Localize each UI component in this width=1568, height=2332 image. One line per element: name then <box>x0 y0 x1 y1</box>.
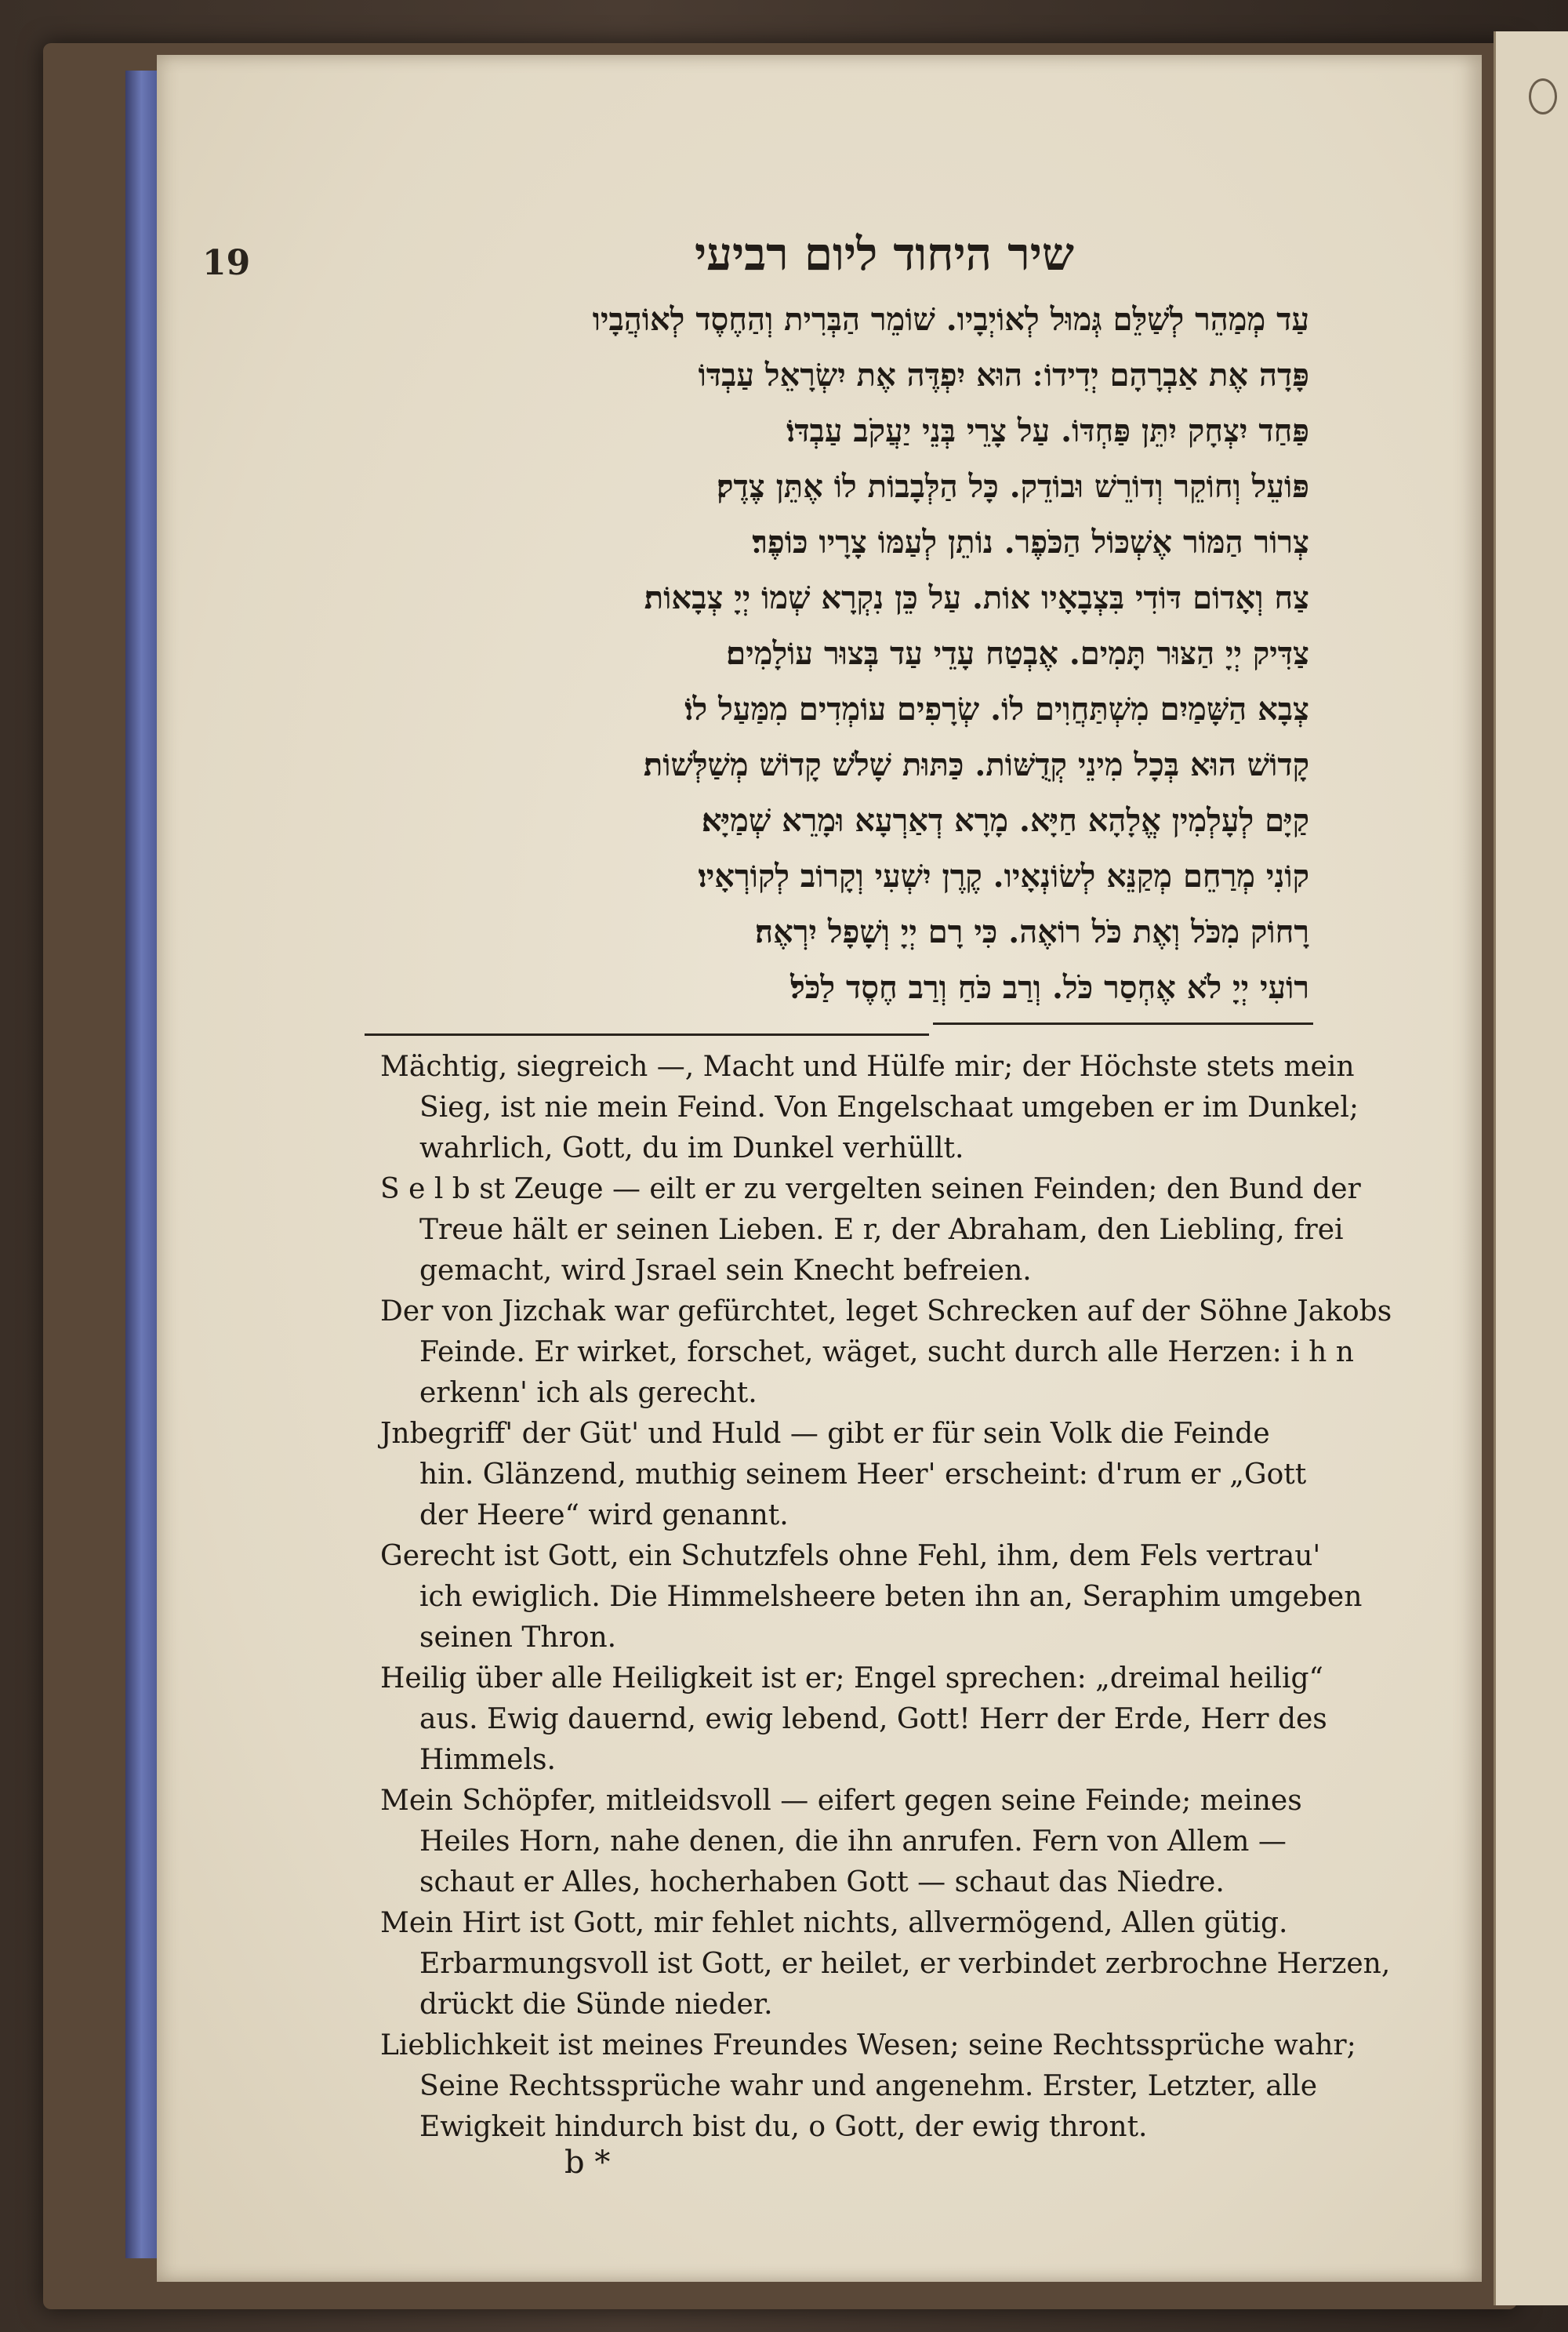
translation-paragraph <box>380 1169 1399 1291</box>
hebrew-line: צַדִּיק יְיָ הַצּוּר תָּמִים. אֶבְטַח עָדֵי עַד בְּצוּר עוֹלָמִים׃ <box>726 635 1309 672</box>
translation-line: wahrlich, Gott, du im Dunkel verhüllt. <box>419 1132 964 1164</box>
translation-paragraph <box>380 1414 1399 1536</box>
translation-line: Mein Schöpfer, mitleidsvoll — eifert gegen seine Feinde; meines <box>380 1785 1302 1817</box>
translation-line: Jnbegriff' der Güt' und Huld — gibt er für sein Volk die Feinde <box>380 1418 1270 1450</box>
hebrew-line: צַח וְאָדוֹם דּוֹדִי בִּצְבָאָיו אוֹת. עַל כֵּן נִקְרָא שְׁמוֹ יְיָ צְבָאוֹת׃ <box>644 579 1309 616</box>
translation-paragraph <box>380 1658 1399 1781</box>
translation-paragraph <box>380 1781 1399 1903</box>
running-head: שיר היחוד ליום רביעי <box>694 227 1074 281</box>
translation-paragraph <box>380 1291 1399 1414</box>
translation-line: der Heere“ wird genannt. <box>419 1499 789 1531</box>
translation-paragraph <box>380 1903 1399 2025</box>
german-translation <box>380 1047 1399 2148</box>
translation-line: ich ewiglich. Die Himmelsheere beten ihn an, Seraphim umgeben <box>419 1581 1363 1613</box>
translation-line: Feinde. Er wirket, forschet, wäget, sucht durch alle Herzen: i h n <box>419 1336 1354 1368</box>
translation-line: Der von Jizchak war gefürchtet, leget Schrecken auf der Söhne Jakobs <box>380 1295 1392 1328</box>
hebrew-line: צְבָא הַשָּׁמַיִם מִשְׁתַּחֲוִים לוֹ. שְׂרָפִים עוֹמְדִים מִמַּעַל לוֹ׃ <box>684 691 1309 728</box>
translation-line: Ewigkeit hindurch bist du, o Gott, der ewig thront. <box>419 2111 1148 2143</box>
hebrew-line: רָחוֹק מִכֹּל וְאֶת כֹּל רוֹאֶה. כִּי רָם יְיָ וְשָׁפָל יִרְאֶה׃ <box>755 914 1309 950</box>
translation-line: Mein Hirt ist Gott, mir fehlet nichts, allvermögend, Allen gütig. <box>380 1907 1288 1939</box>
hebrew-poem <box>423 292 1309 1015</box>
hebrew-line: קָדוֹשׁ הוּא בְּכָל מִינֵי קְדֻשּׁוֹת. כַּתּוּת שָׁלֹשׁ קָדוֹשׁ מְשַׁלְּשׁוֹת׃ <box>643 746 1309 783</box>
translation-line: Gerecht ist Gott, ein Schutzfels ohne Fehl, ihm, dem Fels vertrau' <box>380 1540 1321 1572</box>
translation-line: Himmels. <box>419 1744 556 1776</box>
hebrew-line: פָּדָה אֶת אַבְרָהָם יְדִידוֹ ׃ הוּא יִפְדֶּה אֶת יִשְׂרָאֵל עַבְדּוֹ <box>698 357 1309 394</box>
hebrew-line: פַּחַד יִצְחָק יִתֵּן פַּחְדּוֹ. עַל צָרֵי בְּנֵי יַעֲקֹב עַבְדּוֹ׃ <box>786 412 1309 449</box>
translation-line: Seine Rechtssprüche wahr und angenehm. Erster, Letzter, alle <box>419 2070 1318 2102</box>
translation-line: drückt die Sünde nieder. <box>419 1989 773 2021</box>
hebrew-line: פּוֹעֵל וְחוֹקֵר וְדוֹרֵשׁ וּבוֹדֵק. כָּל הַלְּבָבוֹת לוֹ אֶתֵּן צֶדֶק׃ <box>717 468 1309 505</box>
translation-line: seinen Thron. <box>419 1622 617 1654</box>
translation-line: S e l b st Zeuge — eilt er zu vergelten seinen Feinden; den Bund der <box>380 1173 1361 1205</box>
translation-line: Heilig über alle Heiligkeit ist er; Engel sprechen: „dreimal heilig“ <box>380 1662 1323 1695</box>
signature-mark: b * <box>564 2145 611 2181</box>
facing-page-edge <box>1494 31 1568 2305</box>
translation-line: Treue hält er seinen Lieben. E r, der Abraham, den Liebling, frei <box>419 1214 1344 1246</box>
ink-mark-icon <box>1529 78 1557 114</box>
hebrew-line: צְרוֹר הַמּוֹר אֶשְׁכּוֹל הַכֹּפֶר. נוֹתֵן לְעַמּוֹ צָרָיו כּוֹפֶר׃ <box>752 524 1309 561</box>
translation-paragraph <box>380 2025 1399 2148</box>
translation-line: Erbarmungsvoll ist Gott, er heilet, er verbindet zerbrochne Herzen, <box>419 1948 1391 1980</box>
blue-spine-band <box>125 71 161 2258</box>
hebrew-line: רוֹעִי יְיָ לֹא אֶחְסַר כֹּל. וְרַב כֹּחַ וְרַב חֶסֶד לַכֹּל׃ <box>790 969 1309 1006</box>
translation-line: hin. Glänzend, muthig seinem Heer' erscheint: d'rum er „Gott <box>419 1458 1307 1491</box>
translation-line: Lieblichkeit ist meines Freundes Wesen; seine Rechtssprüche wahr; <box>380 2029 1356 2061</box>
hebrew-line: קוֹנִי מְרַחֵם מְקַנֵּא לְשׂוֹנְאָיו. קֶרֶן יִשְׁעִי וְקָרוֹב לְקוֹרְאָיו׃ <box>698 858 1309 895</box>
page-number: 19 <box>202 243 251 283</box>
translation-line: schaut er Alles, hocherhaben Gott — schaut das Niedre. <box>419 1866 1225 1898</box>
translation-line: aus. Ewig dauernd, ewig lebend, Gott! Herr der Erde, Herr des <box>419 1703 1327 1735</box>
divider-rule-right <box>933 1023 1313 1025</box>
translation-line: Heiles Horn, nahe denen, die ihn anrufen. Fern von Allem — <box>419 1825 1287 1858</box>
translation-paragraph <box>380 1536 1399 1658</box>
divider-rule-left <box>365 1033 929 1036</box>
translation-line: Mächtig, siegreich —, Macht und Hülfe mir; der Höchste stets mein <box>380 1051 1355 1083</box>
hebrew-line: קַיָּם לְעָלְמִין אֱלָהָא חַיָּא. מָרָא דְאַרְעָא וּמָרֵא שְׁמַיָּא׃ <box>701 802 1309 839</box>
translation-paragraph <box>380 1047 1399 1169</box>
translation-line: gemacht, wird Jsrael sein Knecht befreien. <box>419 1255 1032 1287</box>
translation-line: erkenn' ich als gerecht. <box>419 1377 757 1409</box>
translation-line: Sieg, ist nie mein Feind. Von Engelschaat umgeben er im Dunkel; <box>419 1092 1359 1124</box>
hebrew-line: עַד מְמַהֵר לְשַׁלֵּם גְּמוּל לְאוֹיְבָיו. שׁוֹמֵר הַבְּרִית וְהַחֶסֶד לְאוֹהֲבָיו <box>592 301 1309 338</box>
